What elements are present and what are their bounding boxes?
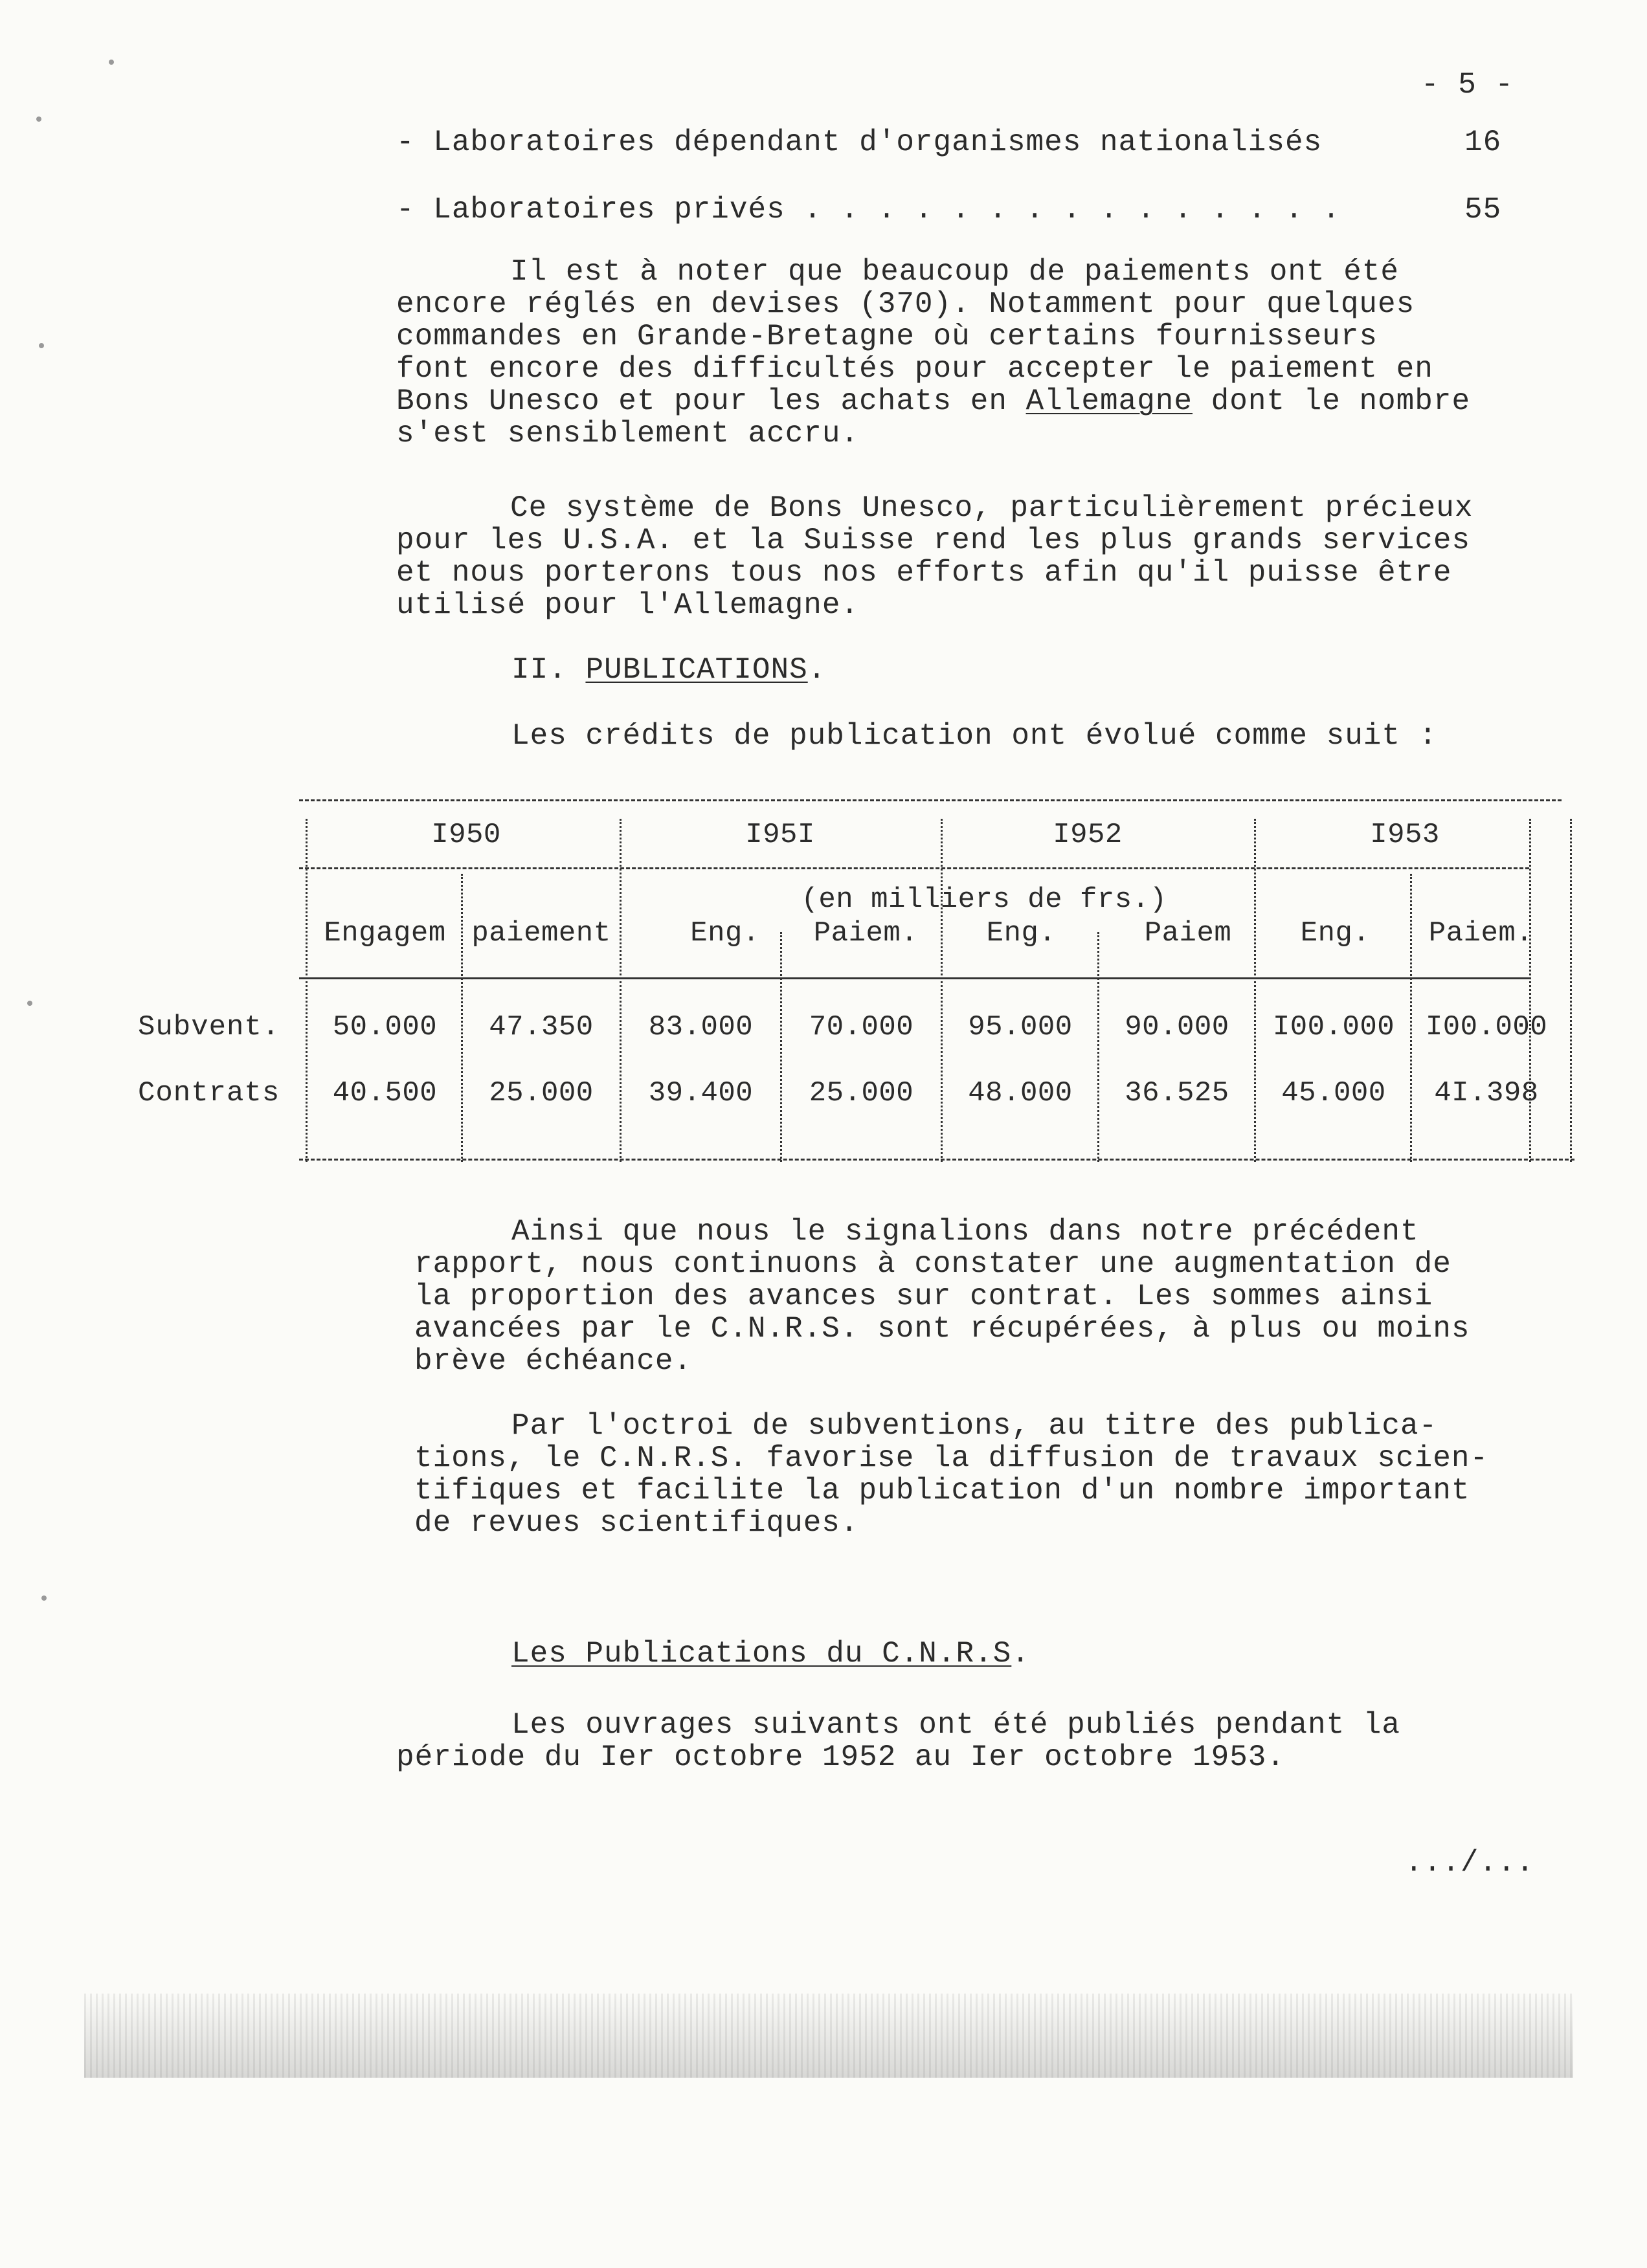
table-cell: 39.400 bbox=[648, 1077, 754, 1109]
scan-speck bbox=[109, 60, 114, 65]
table-rule bbox=[299, 799, 1562, 801]
paragraph bbox=[396, 492, 1574, 621]
section-period: . bbox=[807, 653, 827, 687]
section-title: PUBLICATIONS bbox=[585, 653, 808, 687]
table-cell: 83.000 bbox=[648, 1011, 754, 1043]
paragraph-text: Il est à noter que beaucoup de paiements ont été encore réglés en devises (370). Notamment pour quelques commandes en Grande-Bretagne où certains fournisseurs font encore des difficultés pour accepter le paiement en Bons Unesco et pour les achats en bbox=[396, 255, 1433, 418]
table-intro: Les crédits de publication ont évolué comme suit : bbox=[511, 719, 1438, 753]
scan-speck bbox=[39, 343, 44, 348]
row-label: Contrats bbox=[138, 1077, 280, 1109]
subheading-text: Les Publications du C.N.R.S bbox=[511, 1637, 1012, 1671]
column-header: Engagem bbox=[324, 917, 446, 950]
table-rule bbox=[299, 977, 1529, 979]
paragraph bbox=[396, 256, 1574, 450]
section-heading bbox=[511, 655, 826, 685]
year-header: I950 bbox=[431, 819, 501, 851]
table-divider bbox=[620, 819, 622, 1162]
unit-note: (en milliers de frs.) bbox=[801, 884, 1167, 916]
year-header: I952 bbox=[1053, 819, 1123, 851]
column-header: Eng. bbox=[690, 917, 760, 950]
underlined-word: Allemagne bbox=[1025, 384, 1193, 418]
table-divider bbox=[461, 874, 463, 1162]
table-divider bbox=[1254, 819, 1256, 1162]
column-header: Paiem. bbox=[1428, 917, 1534, 950]
subheading-period: . bbox=[1011, 1637, 1030, 1671]
table-divider bbox=[306, 819, 308, 1162]
table-cell: 47.350 bbox=[489, 1011, 594, 1043]
table-cell: 4I.398 bbox=[1434, 1077, 1539, 1109]
paragraph-text: Par l'octroi de subventions, au titre des publica- tions, le C.N.R.S. favorise la diffusion de travaux scien- tifiques et facilite la publication d'un nombre important de revues scientifiques. bbox=[414, 1409, 1489, 1540]
list-item-label: - Laboratoires privés . . . . . . . . . . . . . . . bbox=[396, 193, 1341, 227]
paragraph-text: dont le nombre s'est sensiblement accru. bbox=[396, 384, 1471, 450]
table-cell: 25.000 bbox=[489, 1077, 594, 1109]
column-header: Paiem bbox=[1144, 917, 1232, 950]
table-divider bbox=[1529, 819, 1531, 1162]
table-cell: 70.000 bbox=[809, 1011, 914, 1043]
table-cell: 25.000 bbox=[809, 1077, 914, 1109]
continuation-mark: .../... bbox=[1405, 1846, 1535, 1880]
table-cell: I00.000 bbox=[1272, 1011, 1395, 1043]
paragraph-text: Ce système de Bons Unesco, particulièrement précieux pour les U.S.A. et la Suisse rend les plus grands services et nous porterons tous nos efforts afin qu'il puisse être utilisé pour l'Allemagne. bbox=[396, 491, 1473, 622]
table-cell: 48.000 bbox=[968, 1077, 1073, 1109]
table-rule bbox=[299, 1159, 1574, 1161]
scan-artifact bbox=[84, 1994, 1573, 2078]
column-header: Eng. bbox=[1300, 917, 1371, 950]
column-header: Paiem. bbox=[813, 917, 919, 950]
table-cell: 90.000 bbox=[1125, 1011, 1229, 1043]
table-cell: 50.000 bbox=[332, 1011, 438, 1043]
list-item-count: 16 bbox=[1464, 126, 1502, 159]
table-cell: 36.525 bbox=[1125, 1077, 1229, 1109]
table-divider bbox=[1097, 932, 1099, 1162]
table-cell: 95.000 bbox=[968, 1011, 1073, 1043]
year-header: I953 bbox=[1370, 819, 1440, 851]
subheading bbox=[511, 1639, 1030, 1669]
column-header: Eng. bbox=[986, 917, 1057, 950]
table-divider bbox=[1410, 874, 1412, 1162]
section-number: II. bbox=[511, 653, 567, 687]
row-label: Subvent. bbox=[138, 1011, 280, 1043]
paragraph bbox=[414, 1216, 1580, 1377]
column-header: paiement bbox=[471, 917, 611, 950]
table-divider bbox=[1570, 819, 1572, 1162]
paragraph-text: Les ouvrages suivants ont été publiés pendant la période du Ier octobre 1952 au Ier octobre 1953. bbox=[396, 1708, 1401, 1774]
scan-speck bbox=[41, 1595, 47, 1601]
table-cell: I00.000 bbox=[1425, 1011, 1548, 1043]
table-rule bbox=[299, 867, 1529, 869]
table-divider bbox=[941, 819, 943, 1162]
paragraph-text: Ainsi que nous le signalions dans notre précédent rapport, nous continuons à constater une augmentation de la proportion des avances sur contrat. Les sommes ainsi avancées par le C.N.R.S. sont récupérées, à plus ou moins brève échéance. bbox=[414, 1215, 1470, 1378]
list-item-label: - Laboratoires dépendant d'organismes nationalisés bbox=[396, 126, 1323, 159]
table-cell: 45.000 bbox=[1281, 1077, 1386, 1109]
table-divider bbox=[780, 932, 782, 1162]
paragraph bbox=[414, 1410, 1580, 1539]
year-header: I95I bbox=[745, 819, 815, 851]
scan-speck bbox=[27, 1001, 32, 1006]
page-number: - 5 - bbox=[1421, 68, 1514, 102]
scan-speck bbox=[36, 117, 41, 122]
table-cell: 40.500 bbox=[332, 1077, 438, 1109]
list-item-count: 55 bbox=[1464, 193, 1502, 227]
paragraph bbox=[396, 1709, 1574, 1773]
